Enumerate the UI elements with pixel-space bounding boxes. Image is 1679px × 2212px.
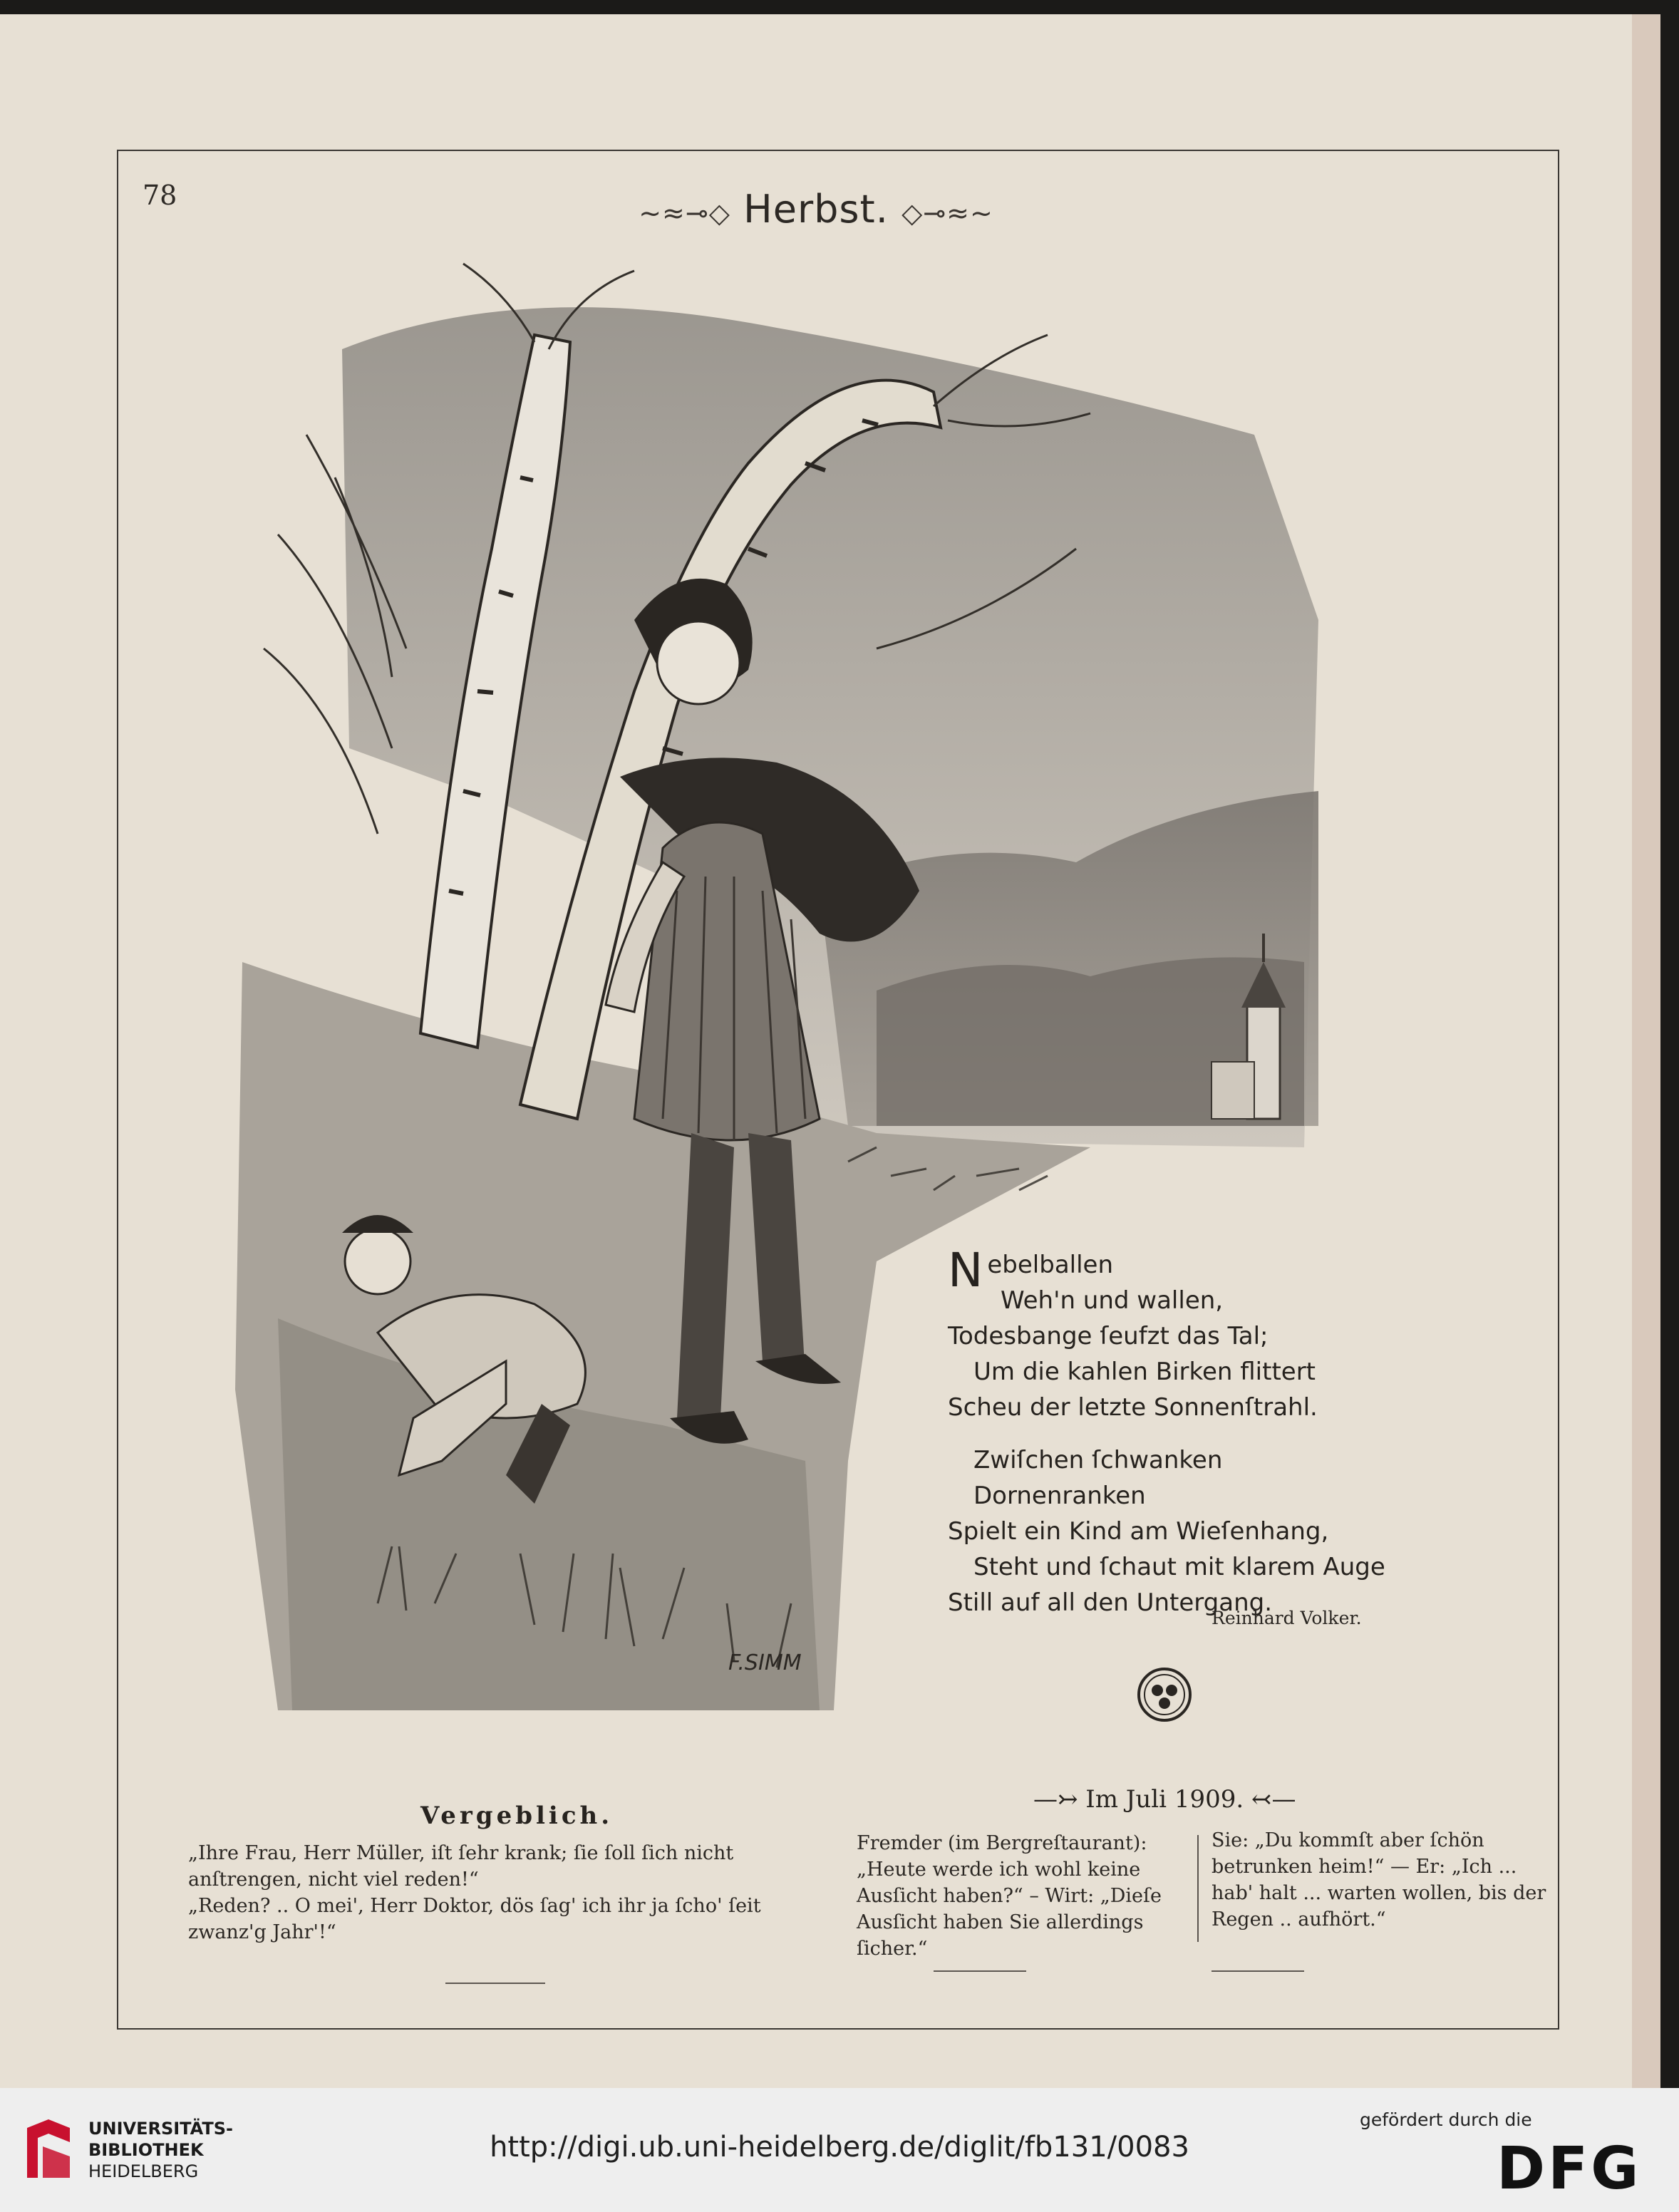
divider-rule <box>445 1983 545 1984</box>
poem-line: Um die kahlen Birken flittert <box>973 1358 1316 1386</box>
page-edge <box>1632 14 1660 2088</box>
poem-line: Zwiſchen ſchwanken <box>973 1446 1223 1474</box>
column-title-juli: —↣ Im Juli 1909. ↢— <box>1033 1785 1296 1814</box>
page-title-text: Herbst. <box>743 187 889 232</box>
divider-rule <box>1212 1970 1304 1972</box>
title-ornament-left: ~≈⊸◇ <box>639 197 730 229</box>
title-ornament-right: ◇⊸≈~ <box>902 197 993 229</box>
poem-line: Steht und ſchaut mit klarem Auge <box>973 1553 1385 1581</box>
publisher-emblem-icon <box>1136 1666 1193 1723</box>
poem-line: Weh'n und wallen, <box>1001 1286 1224 1315</box>
divider-rule <box>934 1970 1026 1972</box>
logo-line: HEIDELBERG <box>88 2161 199 2181</box>
column-divider <box>1197 1835 1199 1942</box>
magazine-page <box>0 14 1632 2088</box>
funded-by-label: gefördert durch die <box>1360 2109 1532 2130</box>
column-juli-right-text: Sie: „Du kommſt aber ſchön betrunken heim!“ — Er: „Ich ... hab' halt ... warten wollen, bis der Regen .. aufhört.“ <box>1212 1829 1546 1931</box>
poem-line: Spielt ein Kind am Wieſenhang, <box>948 1517 1329 1546</box>
paragraph: „Reden? .. O mei', Herr Doktor, dös ſag' ich ihr ja ſcho' ſeit zwanz'g Jahr'!“ <box>188 1895 761 1943</box>
poem-line-text: ebelballen <box>987 1251 1114 1279</box>
viewer-footer <box>0 2088 1679 2212</box>
paragraph: „Ihre Frau, Herr Müller, iſt ſehr krank; ſie ſoll ſich nicht anſtrengen, nicht viel reden!“ <box>188 1842 734 1891</box>
permalink-url[interactable]: http://digi.ub.uni-heidelberg.de/diglit/fb131/0083 <box>490 2131 1189 2164</box>
column-juli-left-text: Fremder (im Bergreſtaurant): „Heute werde ich wohl keine Ausſicht haben?“ – Wirt: „Dieſe Ausſicht haben Sie allerdings ſicher.“ <box>857 1832 1162 1960</box>
poem <box>948 1243 1390 1638</box>
poem-dropcap: N <box>948 1243 983 1298</box>
artist-signature: F.SIMM <box>728 1650 802 1675</box>
poem-line: Todesbange ſeufzt das Tal; <box>948 1322 1269 1350</box>
poem-line <box>948 1243 1390 1298</box>
logo-line: BIBLIOTHEK <box>88 2140 204 2160</box>
page-number: 78 <box>143 180 177 211</box>
poem-line: Dornenranken <box>973 1482 1146 1510</box>
logo-line: UNIVERSITÄTS- <box>88 2119 234 2139</box>
poem-author: Reinhard Volker. <box>1212 1608 1362 1628</box>
poem-stanza-1 <box>948 1243 1390 1425</box>
poem-line: Still auf all den Untergang. <box>948 1588 1273 1617</box>
poem-line: Scheu der letzte Sonnenſtrahl. <box>948 1393 1318 1422</box>
poem-stanza-2 <box>948 1442 1390 1621</box>
column-vergeblich-text <box>188 1840 808 1945</box>
page-title <box>0 187 1632 232</box>
dfg-logo[interactable]: DFG <box>1497 2135 1642 2203</box>
column-title-vergeblich: Vergeblich. <box>420 1802 614 1830</box>
